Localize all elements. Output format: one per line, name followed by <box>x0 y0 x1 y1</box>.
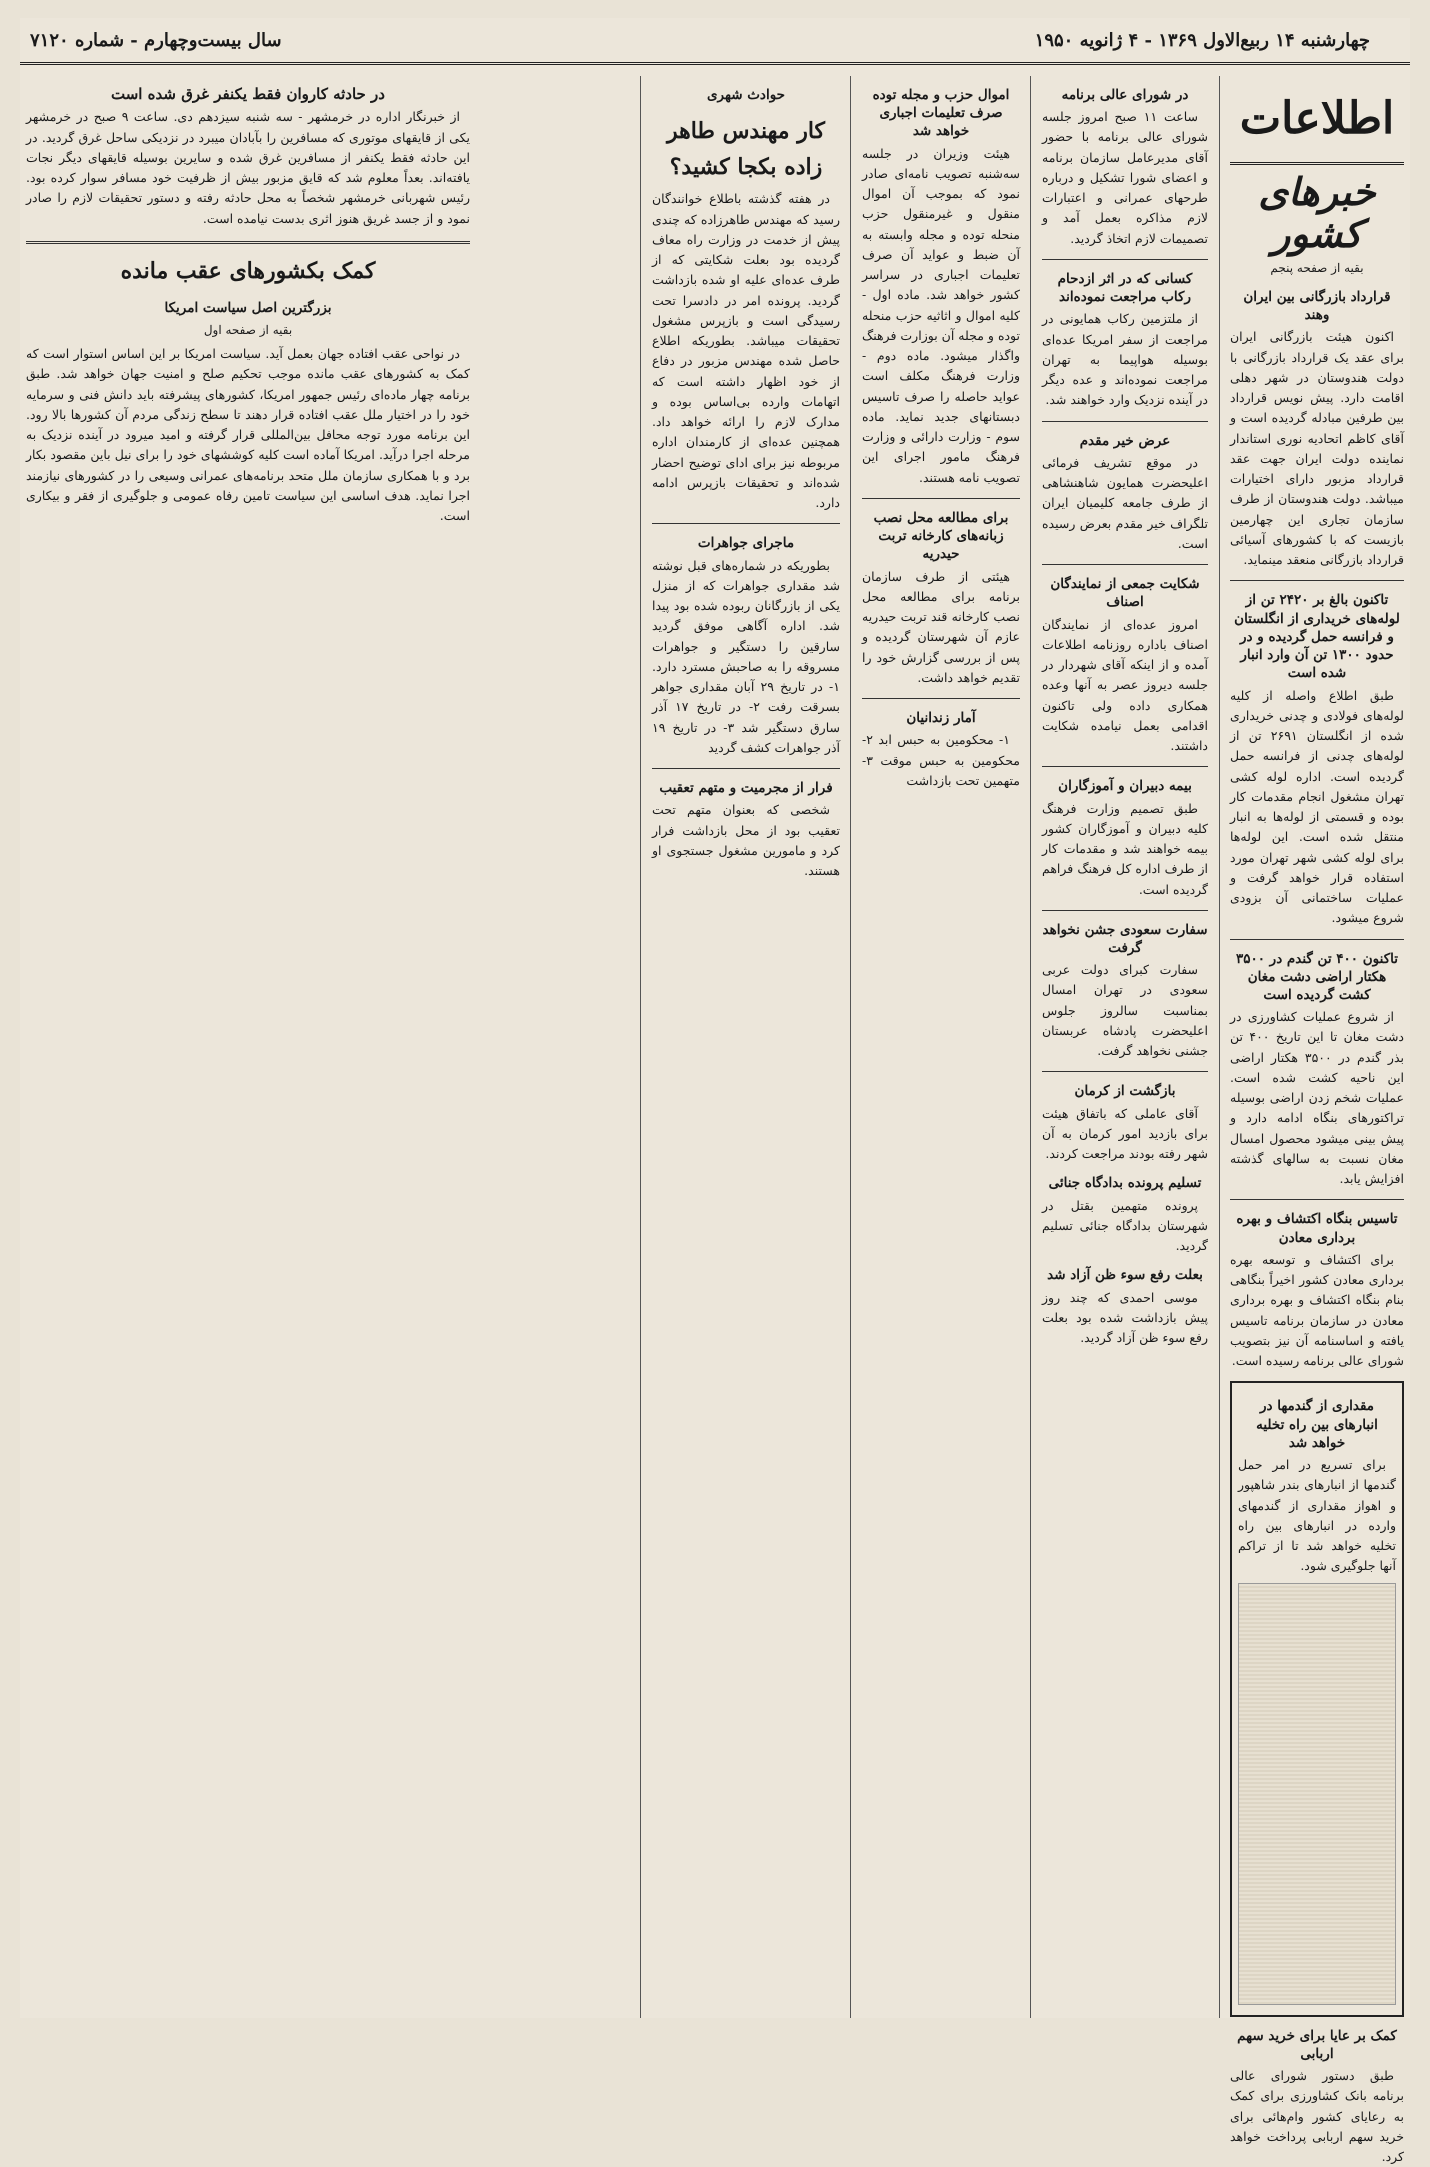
divider <box>1042 421 1208 422</box>
section-title: خبر‌های کشور <box>1258 169 1376 256</box>
article-heading: فرار از مجرمیت و متهم تعقیب <box>659 780 833 797</box>
article-body: از شروع عملیات کشاورزی در دشت مغان تا این تاریخ ۴۰۰ تن بذر گندم در ۳۵۰۰ هکتار اراضی این ناحیه کشت شده است. عملیات شخم زدن اراضی بوسیله تراکتورهای بنگاه ادامه دارد و پیش بینی میشود محصول امسال مغان نسبت به سالهای گذشته افزایش یابد. <box>1230 1009 1405 1187</box>
article-body: طبق تصمیم وزارت فرهنگ کلیه دبیران و آموزگاران کشور بیمه خواهند شد و مقدمات کار از طرف اداره کل فرهنگ فراهم گردیده است. <box>1042 800 1208 897</box>
article-body: ۱- محکومین به حبس ابد ۲- محکومین به حبس موقت ۳- متهمین تحت بازداشت <box>862 732 1020 788</box>
masthead-logo: اطلاعات <box>1239 93 1395 145</box>
article-body: در نواحی عقب افتاده جهان بعمل آید. سیاست امریکا بر این اساس استوار است که کمک به کشورهای عقب مانده موجب تحکیم صلح و امنیت جهان خواهد شد. طبق برنامه چهار ماده‌ای رئیس جمهور امریکا، کشورهای پیشرفته باید دانش فنی و سرمایه خود را در اختیار ملل عقب افتاده قرار دهند تا سطح زندگی مردم آن کشورها بالا رود. این برنامه مورد توجه محافل بین‌المللی قرار گرفته و امید میرود در آینده نزدیک به مرحله اجرا درآید. امریکا آماده است کلیه کوششهای خود را برای نیل باین مقصود بکار برد و با همکاری سازمان ملل متحد برنامه‌های عمرانی وسیعی را در کشورهای نیازمند اجرا نماید. هدف اساسی این سیاست تامین رفاه عمومی و جلوگیری از فقر و بیکاری است. <box>26 346 470 524</box>
photo <box>1238 1583 1396 2005</box>
column-4 <box>646 76 846 2018</box>
article-body: برای تسریع در امر حمل گندمها از انبارهای بندر شاهپور و اهواز مقداری از گندمهای وارده در انبارهای بین راه تخلیه خواهد شد تا از تراکم آنها جلوگیری شود. <box>1238 1457 1396 1574</box>
article-heading: برای مطالعه محل نصب زبانه‌های کارخانه تربت حیدریه <box>873 509 1009 563</box>
article-heading: تاکنون ۴۰۰ تن گندم در ۳۵۰۰ هکتار اراضی دشت مغان کشت گردیده است <box>1235 950 1399 1003</box>
column-2 <box>1036 76 1214 2018</box>
newspaper-page <box>20 18 1410 2164</box>
divider <box>1042 564 1208 565</box>
divider <box>1042 1071 1208 1072</box>
article-heading: اموال حزب و مجله توده صرف تعلیمات اجباری خواهد شد <box>872 87 1010 140</box>
article-heading: کمک بکشور‌های عقب مانده <box>120 257 376 284</box>
article-heading: مقداری از گندمها در انبار‌های بین راه تخلیه خواهد شد <box>1256 1398 1378 1451</box>
issue-line: سال بیست‌وچهارم - شماره ۷۱۲۰ <box>30 29 282 51</box>
boxed-article <box>1230 1381 1404 2016</box>
column-5 <box>20 76 476 2018</box>
section-heading: حوادث شهری <box>706 87 786 103</box>
column-rule <box>1219 76 1220 2018</box>
article-heading: آمار زندانیان <box>906 710 976 727</box>
column-1 <box>1224 76 1410 2164</box>
article-body: طبق اطلاع واصله از کلیه لوله‌های فولادی و چدنی خریداری شده از انگلستان ۲۶۹۱ تن از لوله‌های چدنی از فرانسه حمل گردیده است. اداره لوله کشی تهران مشغول انجام مقدمات کار بوده و قسمتی از لوله‌ها به انبار منتقل شده است. این لوله‌ها برای لوله کشی شهر تهران مورد استفاده قرار خواهد گرفت و عملیات ساختمانی آن بزودی شروع میشود. <box>1230 687 1405 926</box>
article-heading: عرض خیر مقدم <box>1079 432 1171 449</box>
divider <box>652 768 840 769</box>
article-body: بطوریکه در شماره‌های قبل نوشته شد مقداری جواهرات که از منزل یکی از بازرگانان ربوده شده بود پیدا شد. اداره آگاهی موفق گردید سارقین را دستگیر و جواهرات مسروقه را به صاحبش مسترد دارد. ۱- در تاریخ ۲۹ آبان مقداری جواهر بسرقت رفت ۲- در تاریخ ۱۷ آذر سارق دستگیر شد ۳- در تاریخ ۱۹ آذر جواهرات کشف گردید <box>652 557 841 755</box>
header-bar <box>20 18 1410 65</box>
column-rule <box>1030 76 1031 2018</box>
article-heading: بعلت رفع سوء ظن آزاد شد <box>1047 1267 1203 1284</box>
article-heading: تاسیس بنگاه اکتشاف و بهره برداری معادن <box>1236 1211 1398 1246</box>
divider <box>862 498 1020 499</box>
article-body: در هفته گذشته باطلاع خوانندگان رسید که مهندس طاهرزاده که چندی پیش از خدمت در وزارت راه معاف گردیده بود بعلت شکایتی که از طرف عده‌ای علیه او شده بازداشت گردید. پرونده امر در دادسرا تحت رسیدگی است و بازپرس مشغول تحقیقات میباشد. بطوریکه اطلاع حاصل شده مهندس مزبور در دفاع از خود اظهار داشته است که اتهامات وارده بی‌اساس بوده و مدارک لازم را ارائه خواهد داد. همچنین عده‌ای از کارمندان اداره مربوطه نیز برای ادای توضیح احضار شده‌اند و تحقیقات بازپرس ادامه دارد. <box>652 191 840 511</box>
article-heading: سفارت سعودی جشن نخواهد گرفت <box>1042 921 1208 956</box>
article-heading: بیمه دبیران و آموزگاران <box>1058 778 1192 795</box>
column-3 <box>856 76 1026 2018</box>
divider <box>1042 259 1208 260</box>
article-heading: تسلیم پرونده بدادگاه جنائی <box>1048 1175 1202 1192</box>
article-heading: کار مهندس طاهر زاده بکجا کشید؟ <box>666 118 826 180</box>
article-body: آقای عاملی که باتفاق هیئت برای بازدید امور کرمان به آن شهر رفته بودند مراجعت کردند. <box>1042 1105 1208 1162</box>
article-heading: ماجرای جواهرات <box>697 535 795 552</box>
article-continuation-note: بقیه از صفحه اول <box>203 322 293 337</box>
article-heading: کمک بر عایا برای خرید سهم اربابی <box>1237 2027 1397 2062</box>
divider <box>1042 910 1208 911</box>
article-body: موسی احمدی که چند روز پیش بازداشت شده بود بعلت رفع سوء ظن آزاد گردید. <box>1042 1289 1208 1346</box>
article-heading: تاکنون بالغ بر ۲۴۲۰ تن از لوله‌های خریداری از انگلستان و فرانسه حمل گردیده و در حدود ۱۳۰۰ تن آن وارد انبار شده است <box>1234 592 1400 682</box>
article-subheading: بزرگترین اصل سیاست امریکا <box>164 300 332 317</box>
divider <box>26 241 470 244</box>
article-heading: کسانی که در اثر ازدحام رکاب مراجعت نموده‌اند <box>1057 270 1193 306</box>
column-rule <box>850 76 851 2018</box>
article-body: طبق دستور شورای عالی برنامه بانک کشاورزی برای کمک به رعایای کشور وام‌هائی برای خرید سهم اربابی پرداخت خواهد کرد. <box>1230 2068 1404 2164</box>
article-heading: قرارداد بازرگانی بین ایران وهند <box>1243 289 1391 324</box>
article-body: اکنون هیئت بازرگانی ایران برای عقد یک قرارداد بازرگانی با دولت هندوستان در شهر دهلی اقامت دارد. پیش نویس قرارداد بین طرفین مبادله گردیده است و آقای کاظم اتحادیه نوری استاندار نماینده دولت ایران جهت عقد قرارداد مزبور دارای اختیارات میباشد. دولت هندوستان از طرف سازمان تجاری این چهارمین بازیست که با کشورهای آسیائی قرارداد بازرگانی منعقد مینماید. <box>1230 329 1404 568</box>
article-heading: شکایت جمعی از نمایندگان اصناف <box>1050 576 1200 611</box>
article-body: برای اکتشاف و توسعه بهره برداری معادن کشور اخیراً بنگاهی بنام بنگاه اکتشاف و بهره برداری معادن در سازمان برنامه تاسیس یافته و اساسنامه آن نیز بتصویب شورای عالی برنامه رسیده است. <box>1230 1251 1404 1369</box>
article-body: سفارت کبرای دولت عربی سعودی در تهران امسال بمناسبت سالروز جلوس اعلیحضرت پادشاه عربستان جشنی نخواهد گرفت. <box>1042 962 1208 1059</box>
masthead-logo-box <box>1230 76 1404 165</box>
article-body: شخصی که بعنوان متهم تحت تعقیب بود از محل بازداشت فرار کرد و مامورین مشغول جستجوی او هستند. <box>652 802 840 879</box>
article-body: امروز عده‌ای از نمایندگان اصناف باداره روزنامه اطلاعات آمده و از اینکه آقای شهردار در جلسه دیروز عصر به آنها وعده همکاری داده ولی تاکنون اقدامی بعمل نیامده شکایت داشتند. <box>1042 616 1208 754</box>
divider <box>1230 580 1404 581</box>
article-body: از ملتزمین رکاب همایونی در مراجعت از سفر امریکا عده‌ای بوسیله هواپیما به تهران مراجعت نموده‌اند و عده دیگر در آینده نزدیک وارد خواهند شد. <box>1042 311 1208 408</box>
divider <box>862 698 1020 699</box>
article-heading: بازگشت از کرمان <box>1074 1083 1176 1100</box>
article-body: ساعت ۱۱ صبح امروز جلسه شورای عالی برنامه با حضور آقای مدیرعامل سازمان برنامه و اعضای شورا تشکیل و درباره طرحهای عمرانی و اعتبارات لازم مذاکره بعمل آمد و تصمیمات لازم اتخاذ گردید. <box>1042 109 1208 246</box>
date-line: چهارشنبه ۱۴ ربیع‌الاول ۱۳۶۹ - ۴ ژانویه ۱۹۵۰ <box>1034 29 1370 51</box>
divider <box>1042 766 1208 767</box>
article-heading: در شورای عالی برنامه <box>1061 87 1189 103</box>
article-heading: در حادثه کاروان فقط یکنفر غرق شده است <box>111 85 385 103</box>
article-body: هیئت وزیران در جلسه سه‌شنبه تصویب نامه‌ای صادر نمود که بموجب آن اموال منقول و غیرمنقول حزب منحله توده و مجله وابسته به آن ضبط و عواید آن صرف تعلیمات اجباری در سراسر کشور خواهد شد. ماده اول - کلیه اموال و اثاثیه حزب منحله توده و مجله آن بوزارت فرهنگ واگذار میشود. ماده دوم - وزارت فرهنگ مکلف است عواید حاصله را صرف تاسیس دبستانهای جدید نماید. ماده سوم - وزارت دارائی و وزارت فرهنگ مامور اجرای این تصویب نامه هستند. <box>862 145 1020 485</box>
article-body: پرونده متهمین بقتل در شهرستان بدادگاه جنائی تسلیم گردید. <box>1042 1197 1208 1254</box>
divider <box>1230 939 1404 940</box>
section-subtitle: بقیه از صفحه پنجم <box>1270 260 1364 275</box>
article-body: هیئتی از طرف سازمان برنامه برای مطالعه محل نصب کارخانه قند تربت حیدریه عازم آن شهرستان گردیده و پس از بررسی گزارش خود را تقدیم خواهد داشت. <box>862 568 1020 685</box>
divider <box>1230 1199 1404 1200</box>
divider <box>652 523 840 524</box>
column-rule <box>640 76 641 2018</box>
article-body: در موقع تشریف فرمائی اعلیحضرت همایون شاهنشاهی از طرف جامعه کلیمیان ایران تلگراف خیر مقدم بعرض رسیده است. <box>1042 454 1208 551</box>
article-body: از خبرنگار اداره در خرمشهر - سه شنبه سیزدهم دی. ساعت ۹ صبح در خرمشهر یکی از قایقهای موتوری که مسافرین را بآبادان میبرد در نزدیکی ساحل غرق گردید. در این حادثه فقط یکنفر از مسافرین غرق شده و سایرین بوسیله قایقهای دیگر نجات یافته‌اند. بعداً معلوم شد که قایق مزبور بیش از ظرفیت خود مسافر سوار کرده بود. رئیس شهربانی خرمشهر شخصاً به محل حادثه رفته و دستور تحقیقات لازم را صادر نمود و از جسد غریق هنوز اثری بدست نیامده است. <box>26 109 470 226</box>
